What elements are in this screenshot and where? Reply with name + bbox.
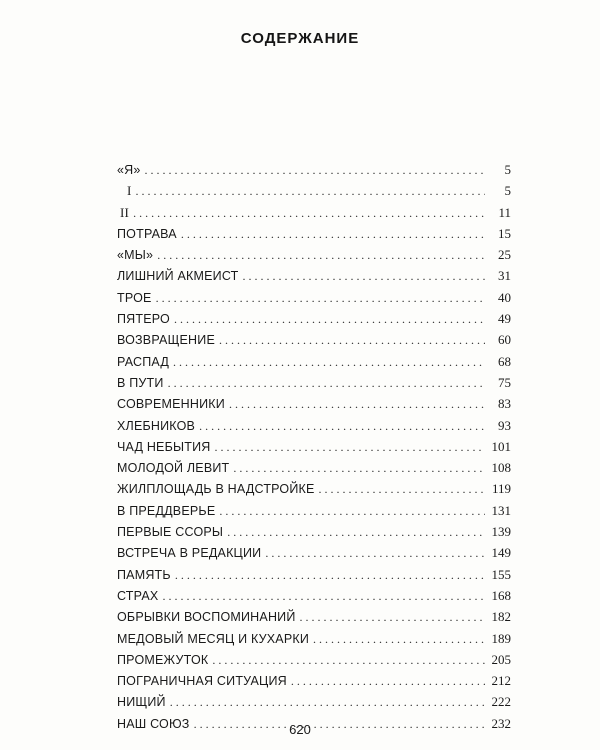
toc-entry-page: 189 bbox=[491, 630, 511, 646]
toc-entry bbox=[117, 159, 511, 180]
toc-entry bbox=[117, 223, 511, 244]
toc-entry bbox=[117, 308, 511, 329]
toc-entry bbox=[117, 351, 511, 372]
toc-entry-title: МЕДОВЫЙ МЕСЯЦ И КУХАРКИ bbox=[117, 631, 310, 646]
toc-entry-title: ЧАД НЕБЫТИЯ bbox=[117, 439, 211, 454]
dot-leader bbox=[199, 416, 485, 437]
toc-entry-title: ТРОЕ bbox=[117, 290, 152, 305]
dot-leader bbox=[313, 629, 485, 650]
toc-entry-title: НИЩИЙ bbox=[117, 695, 166, 710]
toc-entry bbox=[117, 202, 511, 223]
dot-leader bbox=[300, 607, 485, 628]
toc-entry-title: ПЯТЕРО bbox=[117, 312, 170, 327]
toc-entry-page: 149 bbox=[491, 545, 511, 561]
toc-entry-title: НАШ СОЮЗ bbox=[117, 716, 190, 731]
dot-leader bbox=[265, 543, 485, 564]
toc-entry-page: 11 bbox=[498, 204, 511, 220]
toc-entry-page: 5 bbox=[504, 162, 511, 177]
toc-entry-page: 108 bbox=[491, 460, 511, 476]
dot-leader bbox=[145, 160, 485, 181]
toc-entry bbox=[117, 691, 511, 712]
toc-entry-page: 205 bbox=[491, 651, 511, 667]
toc-entry-page: 212 bbox=[491, 673, 511, 689]
toc-entry-title: СОВРЕМЕННИКИ bbox=[117, 397, 225, 412]
toc-entry bbox=[117, 670, 511, 691]
toc-entry-page: 168 bbox=[491, 587, 511, 603]
toc-entry-title: РАСПАД bbox=[117, 354, 169, 369]
dot-leader bbox=[319, 479, 485, 500]
dot-leader bbox=[219, 501, 485, 522]
toc-entry bbox=[117, 500, 511, 521]
toc-entry-page: 5 bbox=[504, 183, 511, 199]
toc-entry-title: «МЫ» bbox=[117, 248, 154, 263]
toc-entry bbox=[117, 457, 511, 478]
toc-entry bbox=[117, 180, 511, 201]
toc-entry-page: 101 bbox=[491, 438, 511, 454]
toc-entry-page: 232 bbox=[491, 715, 511, 731]
toc-entry bbox=[117, 329, 511, 350]
dot-leader bbox=[173, 352, 485, 373]
toc-entry-title: МОЛОДОЙ ЛЕВИТ bbox=[117, 461, 230, 476]
toc-entry bbox=[117, 265, 511, 286]
toc-entry-title: «Я» bbox=[117, 163, 141, 177]
toc-entry-page: 25 bbox=[498, 247, 511, 263]
toc-entry bbox=[117, 287, 511, 308]
dot-leader bbox=[227, 522, 485, 543]
toc-entry bbox=[117, 372, 511, 393]
toc-entry bbox=[117, 244, 511, 265]
toc-entry-page: 222 bbox=[491, 694, 511, 710]
toc-entry-page: 40 bbox=[498, 289, 511, 305]
toc-entry-page: 119 bbox=[491, 481, 511, 497]
toc-entry bbox=[117, 649, 511, 670]
dot-leader bbox=[219, 330, 485, 351]
dot-leader bbox=[291, 671, 485, 692]
toc-entry-page: 15 bbox=[498, 225, 511, 241]
toc-entry-title: II bbox=[120, 204, 130, 220]
toc-entry-page: 182 bbox=[491, 609, 511, 625]
toc-entry-page: 68 bbox=[498, 353, 511, 369]
dot-leader bbox=[162, 586, 485, 607]
dot-leader bbox=[229, 394, 485, 415]
toc-entry-title: I bbox=[127, 183, 132, 199]
toc-entry-title: В ПРЕДДВЕРЬЕ bbox=[117, 503, 216, 518]
dot-leader bbox=[233, 458, 485, 479]
table-of-contents bbox=[117, 159, 511, 734]
toc-entry-title: ЛИШНИЙ АКМЕИСТ bbox=[117, 269, 239, 284]
toc-entry bbox=[117, 521, 511, 542]
toc-entry-title: ПАМЯТЬ bbox=[117, 567, 171, 582]
toc-entry bbox=[117, 542, 511, 563]
toc-entry bbox=[117, 436, 511, 457]
toc-entry-title: ВОЗВРАЩЕНИЕ bbox=[117, 333, 215, 348]
toc-entry-page: 31 bbox=[498, 268, 511, 284]
toc-entry-page: 60 bbox=[498, 332, 511, 348]
dot-leader bbox=[133, 203, 485, 224]
dot-leader bbox=[181, 224, 485, 245]
toc-entry-title: ОБРЫВКИ ВОСПОМИНАНИЙ bbox=[117, 610, 296, 625]
toc-entry-page: 83 bbox=[498, 396, 511, 412]
toc-entry bbox=[117, 393, 511, 414]
toc-entry-page: 139 bbox=[491, 524, 511, 540]
page-title: СОДЕРЖАНИЕ bbox=[240, 30, 360, 47]
toc-entry bbox=[117, 478, 511, 499]
toc-entry bbox=[117, 564, 511, 585]
dot-leader bbox=[156, 288, 485, 309]
dot-leader bbox=[215, 437, 485, 458]
toc-entry-title: ПОГРАНИЧНАЯ СИТУАЦИЯ bbox=[117, 674, 287, 689]
toc-entry-title: ЖИЛПЛОЩАДЬ В НАДСТРОЙКЕ bbox=[117, 482, 315, 497]
dot-leader bbox=[136, 181, 485, 202]
toc-entry-page: 75 bbox=[498, 374, 511, 390]
dot-leader bbox=[174, 309, 485, 330]
dot-leader bbox=[168, 373, 485, 394]
dot-leader bbox=[157, 245, 485, 266]
dot-leader bbox=[212, 650, 485, 671]
dot-leader bbox=[175, 565, 485, 586]
toc-entry-page: 155 bbox=[491, 566, 511, 582]
toc-entry-title: ПЕРВЫЕ ССОРЫ bbox=[117, 525, 224, 540]
page-number: 620 bbox=[289, 722, 311, 737]
toc-entry-title: ПОТРАВА bbox=[117, 226, 177, 241]
toc-entry-title: В ПУТИ bbox=[117, 375, 164, 390]
toc-entry-page: 93 bbox=[498, 417, 511, 433]
toc-entry bbox=[117, 585, 511, 606]
dot-leader bbox=[170, 692, 485, 713]
toc-entry-page: 49 bbox=[498, 311, 511, 327]
toc-entry bbox=[117, 606, 511, 627]
toc-entry-page: 131 bbox=[491, 502, 511, 518]
toc-entry-title: СТРАХ bbox=[117, 588, 159, 603]
toc-entry-title: ХЛЕБНИКОВ bbox=[117, 418, 196, 433]
toc-entry bbox=[117, 628, 511, 649]
toc-entry bbox=[117, 415, 511, 436]
toc-entry-title: ВСТРЕЧА В РЕДАКЦИИ bbox=[117, 546, 262, 561]
toc-entry-title: ПРОМЕЖУТОК bbox=[117, 652, 209, 667]
dot-leader bbox=[243, 266, 485, 287]
